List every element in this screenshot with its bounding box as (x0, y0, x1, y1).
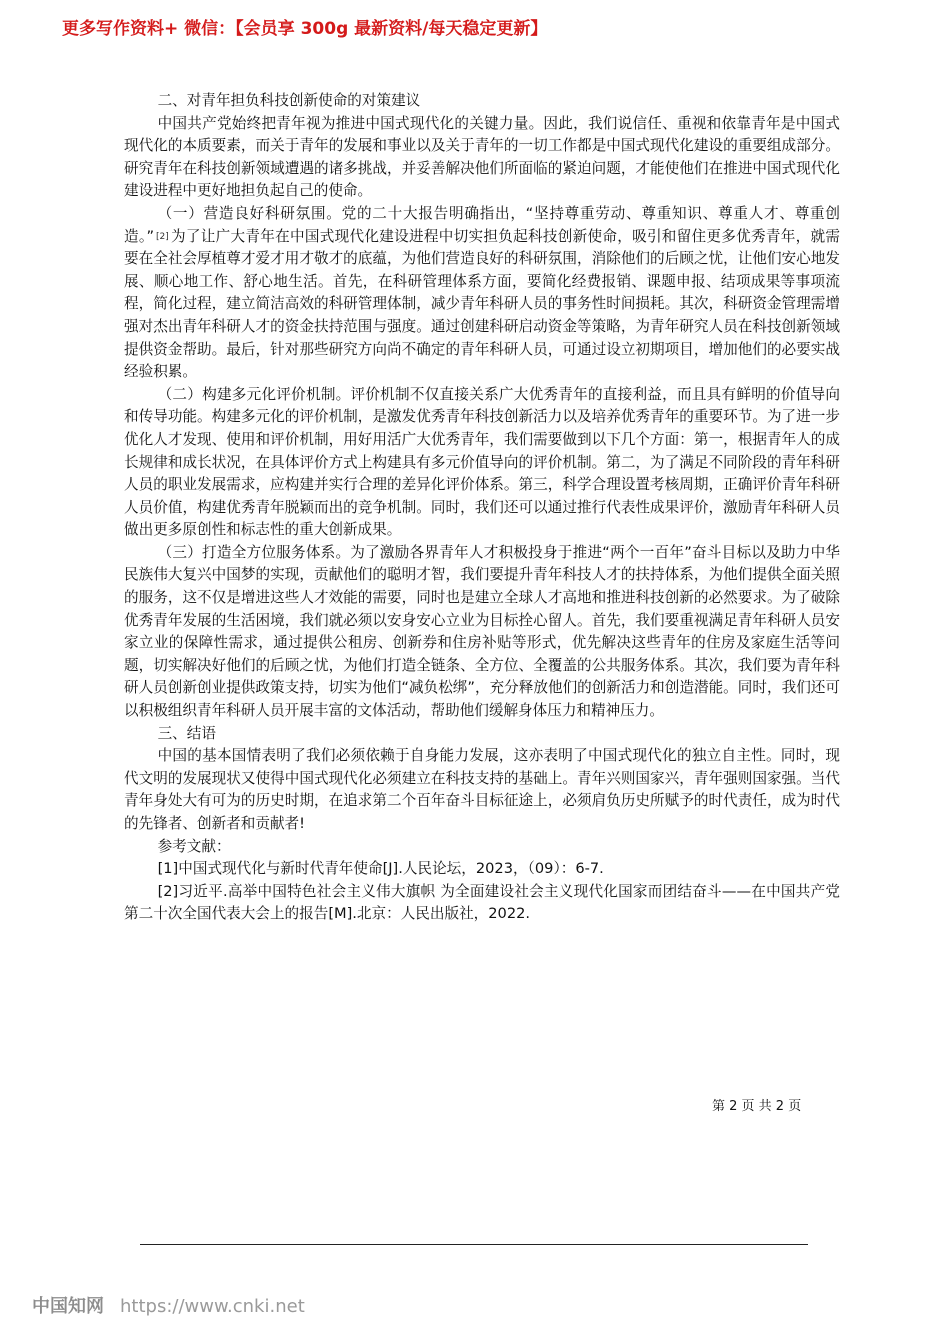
cnki-brand: 中国知网 (32, 1296, 104, 1317)
section-heading-conclusion: 三、结语 (157, 724, 216, 742)
item-1-text-end: 为了让广大青年在中国式现代化建设进程中切实担负起科技创新使命，吸引和留住更多优秀青年，就需要在全社会厚植尊才爱才用才敬才的底蕴，为他们营造良好的科研氛围，消除他们的后顾之忧，让他们安心地发展、顺心地工作、舒心地生活。首先，在科研管理体系方面，要简化经费报销、课题申报、结项成果等事项流程，简化过程，建立简洁高效的科研管理体制，减少青年科研人员的事务性时间损耗。其次，科研资金管理需增强对杰出青年科研人才的资金扶持范围与强度。通过创建科研启动资金等策略，为青年研究人员在科技创新领域提供资金帮助。最后，针对那些研究方向尚不确定的青年科研人员，可通过设立初期项目，增加他们的必要实战经验积累。 (124, 227, 840, 381)
page-number: 第 2 页 共 2 页 (712, 1099, 802, 1114)
paragraph-item-3: （三）打造全方位服务体系。为了激励各界青年人才积极投身于推进“两个一百年”奋斗目标以及助力中华民族伟大复兴中国梦的实现，贡献他们的聪明才智，我们要提升青年科技人才的扶持体系，为他们提供全面关照的服务，这不仅是增进这些人才效能的需要，同时也是建立全球人才高地和推进科技创新的必然要求。为了破除优秀青年发展的生活困境，我们就必须以安身安心立业为目标拴心留人。首先，我们要重视满足青年科研人员安家立业的保障性需求，通过提供公租房、创新券和住房补贴等形式，优先解决这些青年的住房及家庭生活等问题，切实解决好他们的后顾之忧，为他们打造全链条、全方位、全覆盖的公共服务体系。其次，我们要为青年科研人员创新创业提供政策支持，切实为他们“减负松绑”，充分释放他们的创新活力和创造潜能。同时，我们还可以积极组织青年科研人员开展丰富的文体活动，帮助他们缓解身体压力和精神压力。 (124, 543, 840, 720)
paragraph-intro: 中国共产党始终把青年视为推进中国式现代化的关键力量。因此，我们说信任、重视和依靠青年是中国式现代化的本质要素，而关于青年的发展和事业以及关于青年的一切工作都是中国式现代化建设的重要组成部分。研究青年在科技创新领域遭遇的诸多挑战，并妥善解决他们所面临的紧迫问题，才能使他们在推进中国式现代化建设进程中更好地担负起自己的使命。 (124, 114, 840, 200)
article-body (124, 90, 840, 926)
source-watermark (32, 1292, 305, 1318)
section-heading: 二、对青年担负科技创新使命的对策建议 (157, 92, 421, 109)
reference-item: [1]中国式现代化与新时代青年使命[J].人民论坛，2023，（09）：6-7. (157, 860, 604, 878)
references-heading: 参考文献： (157, 837, 231, 855)
footer-divider (140, 1244, 808, 1245)
cnki-url: https://www.cnki.net (120, 1296, 305, 1317)
citation-link[interactable]: [2] (156, 231, 169, 242)
paragraph-item-2: （二）构建多元化评价机制。评价机制不仅直接关系广大优秀青年的直接利益，而且具有鲜明的价值导向和传导功能。构建多元化的评价机制，是激发优秀青年科技创新活力以及培养优秀青年的重要环节。为了进一步优化人才发现、使用和评价机制，用好用活广大优秀青年，我们需要做到以下几个方面：第一，根据青年人的成长规律和成长状况，在具体评价方式上构建具有多元价值导向的评价机制。第二，为了满足不同阶段的青年科研人员的职业发展需求，应构建并实行合理的差异化评价体系。第三，科学合理设置考核周期，正确评价青年科研人员价值，构建优秀青年脱颖而出的竞争机制。同时，我们还可以通过推行代表性成果评价，激励青年科研人员做出更多原创性和标志性的重大创新成果。 (124, 385, 840, 539)
paragraph-conclusion: 中国的基本国情表明了我们必须依赖于自身能力发展，这亦表明了中国式现代化的独立自主性。同时，现代文明的发展现状又使得中国式现代化必须建立在科技支持的基础上。青年兴则国家兴，青年强则国家强。当代青年身处大有可为的历史时期，在追求第二个百年奋斗目标征途上，必须肩负历史所赋予的时代责任，成为时代的先锋者、创新者和贡献者! (124, 747, 840, 832)
promo-banner: 更多写作资料+ 微信：【会员享 300g 最新资料/每天稳定更新】 (62, 19, 548, 39)
reference-item: [2]习近平.高举中国特色社会主义伟大旗帜 为全面建设社会主义现代化国家而团结奋斗——在中国共产党第二十次全国代表大会上的报告[M].北京：人民出版社，2022. (124, 882, 840, 923)
item-1-text-start: （一）营造良好科研氛围。党的二十大报告明确指出，“坚持尊重劳动、尊重知识、尊重人才、尊重创造。” (124, 204, 840, 245)
paragraph-item-1 (124, 203, 840, 384)
